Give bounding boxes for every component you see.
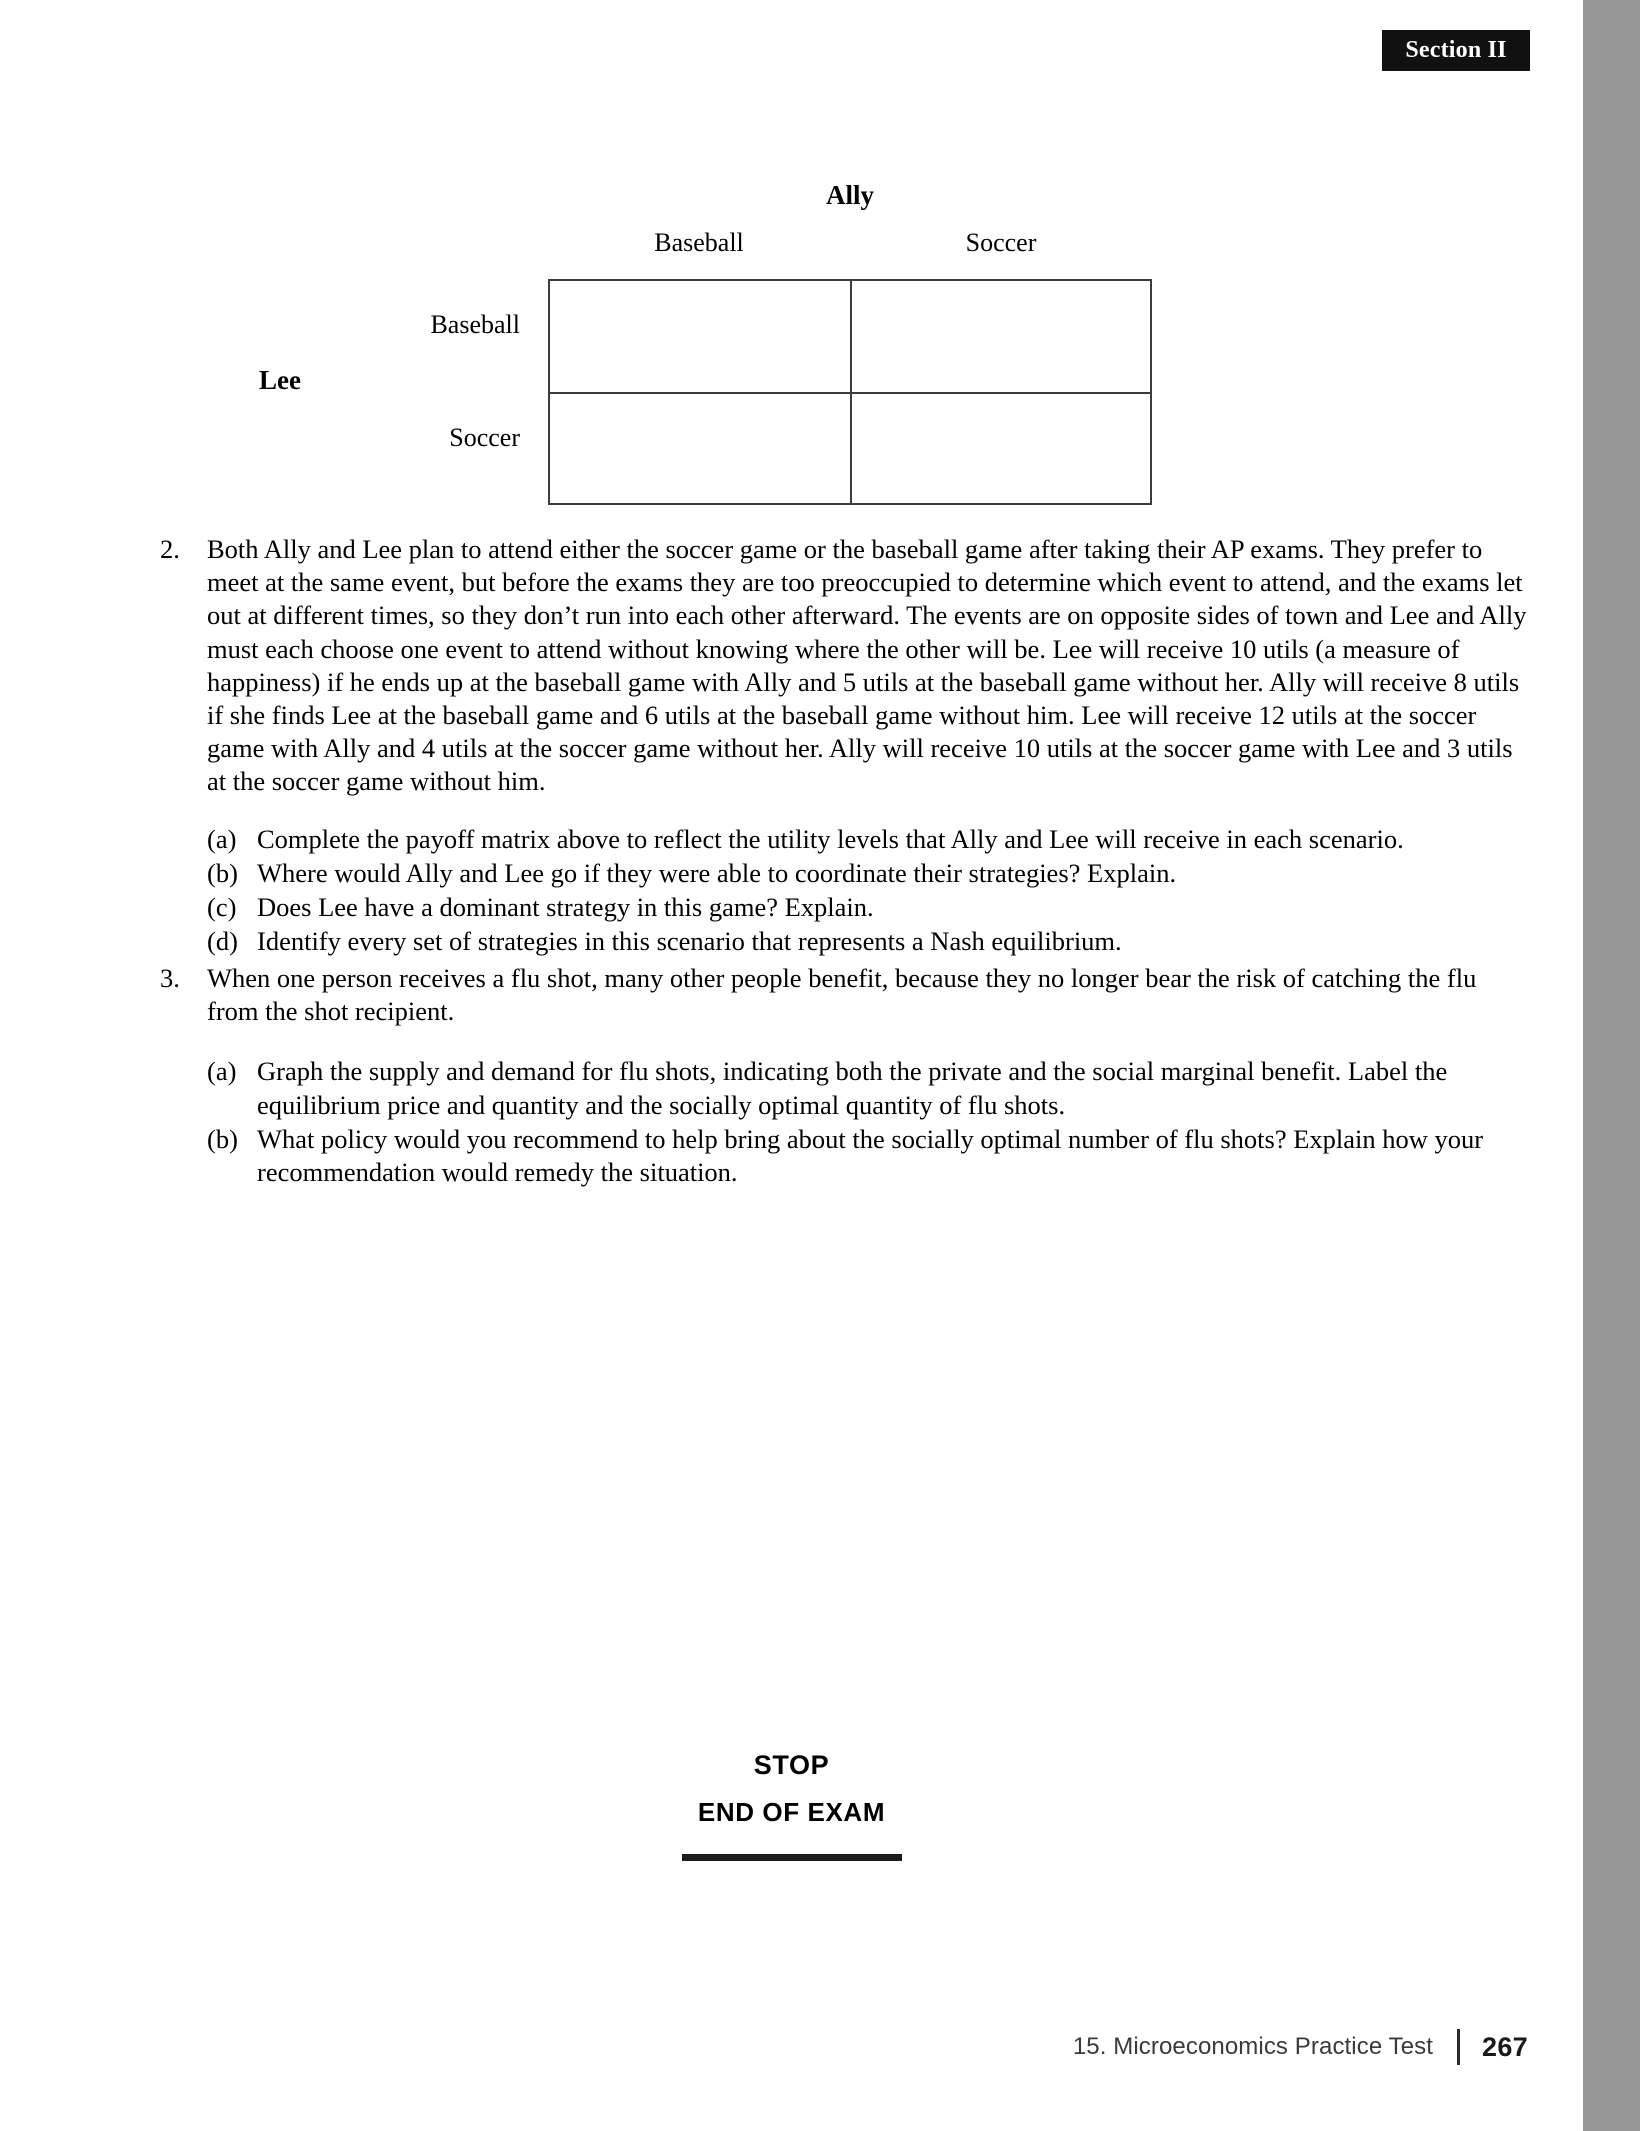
question-2-text: Both Ally and Lee plan to attend either the soccer game or the baseball game after taking their AP exams. They prefer to meet at the same event, but before the exams they are too preoccupied to determine which event to attend, and the exams let out at different times, so they don’t run into each other afterward. The events are on opposite sides of town and Lee and Ally must each choose one event to attend without knowing where the other will be. Lee will receive 10 utils (a measure of happiness) if he ends up at the baseball game with Ally and 5 utils at the baseball game without her. Ally will receive 8 utils if she finds Lee at the baseball game and 6 utils at the baseball game without him. Lee will receive 12 utils at the soccer game with Ally and 4 utils at the soccer game without her. Ally will receive 10 utils at the soccer game with Lee and 3 utils at the soccer game without him.: [207, 534, 1527, 797]
end-of-exam-label: END OF EXAM: [697, 1797, 886, 1827]
sub-label-c: (c): [207, 892, 237, 923]
section-tab: [1382, 30, 1530, 71]
question-2-sub-a: [0, 823, 1583, 856]
matrix-cell-baseball-soccer[interactable]: [850, 281, 1150, 392]
sub-label-a: (a): [207, 1056, 237, 1087]
matrix-grid: [548, 279, 1152, 505]
sub-label-b: (b): [207, 857, 238, 888]
section-tab-label: Section II: [1405, 37, 1507, 63]
sub-text-a: Complete the payoff matrix above to reflect the utility levels that Ally and Lee will receive in each scenario.: [257, 823, 1404, 854]
sub-text-b: What policy would you recommend to help bring about the socially optimal number of flu shots? Explain how your recommendation would remedy the situation.: [257, 1123, 1484, 1188]
page-footer: [0, 2022, 1583, 2072]
sub-text-d: Identify every set of strategies in this scenario that represents a Nash equilibrium.: [257, 926, 1122, 957]
question-3-subquestions: [0, 1055, 1583, 1189]
sub-text-b: Where would Ally and Lee go if they were able to coordinate their strategies? Explain.: [257, 857, 1177, 888]
question-3-text: When one person receives a flu shot, many other people benefit, because they no longer bear the risk of catching the flu from the shot recipient.: [207, 963, 1477, 1027]
question-3-sub-b: [0, 1123, 1583, 1189]
question-2-body: [0, 533, 1583, 799]
matrix-row: [550, 281, 1150, 392]
matrix-column-header-soccer: Soccer: [965, 228, 1037, 257]
matrix-cell-soccer-baseball[interactable]: [550, 394, 850, 503]
question-3: [0, 962, 1583, 1190]
question-2-sub-c: [0, 891, 1583, 924]
matrix-row: [550, 392, 1150, 503]
footer-chapter-title: 15. Microeconomics Practice Test: [1072, 2033, 1434, 2060]
stop-divider-rule: [682, 1854, 902, 1861]
question-2-number: 2.: [160, 534, 180, 564]
matrix-column-header-baseball: Baseball: [654, 228, 744, 257]
matrix-column-player-label: Ally: [825, 180, 874, 210]
stop-label: STOP: [753, 1750, 830, 1780]
sub-text-c: Does Lee have a dominant strategy in this game? Explain.: [257, 892, 874, 923]
question-2-subquestions: [0, 823, 1583, 959]
sub-label-d: (d): [207, 926, 238, 957]
question-2: [0, 533, 1583, 959]
sub-label-b: (b): [207, 1123, 238, 1154]
question-3-number: 3.: [160, 963, 180, 993]
payoff-matrix: [0, 180, 1583, 510]
matrix-row-header-soccer: Soccer: [449, 423, 520, 452]
matrix-row-header-baseball: Baseball: [430, 310, 520, 339]
question-2-sub-d: [0, 925, 1583, 958]
sub-label-a: (a): [207, 823, 237, 854]
stop-block: [0, 1750, 1583, 1861]
matrix-row-player-label: Lee: [259, 365, 301, 395]
sub-text-a: Graph the supply and demand for flu shots, indicating both the private and the social marginal benefit. Label the equilibrium price and quantity and the socially optimal quantity of flu shots.: [257, 1056, 1448, 1120]
matrix-cell-baseball-baseball[interactable]: [550, 281, 850, 392]
footer-page-number: 267: [1482, 2031, 1528, 2062]
question-3-sub-a: [0, 1055, 1583, 1121]
page-edge-gutter: [1583, 0, 1640, 2131]
footer-separator: [1457, 2029, 1460, 2065]
question-3-body: [0, 962, 1583, 1028]
question-2-sub-b: [0, 857, 1583, 890]
matrix-cell-soccer-soccer[interactable]: [850, 394, 1150, 503]
